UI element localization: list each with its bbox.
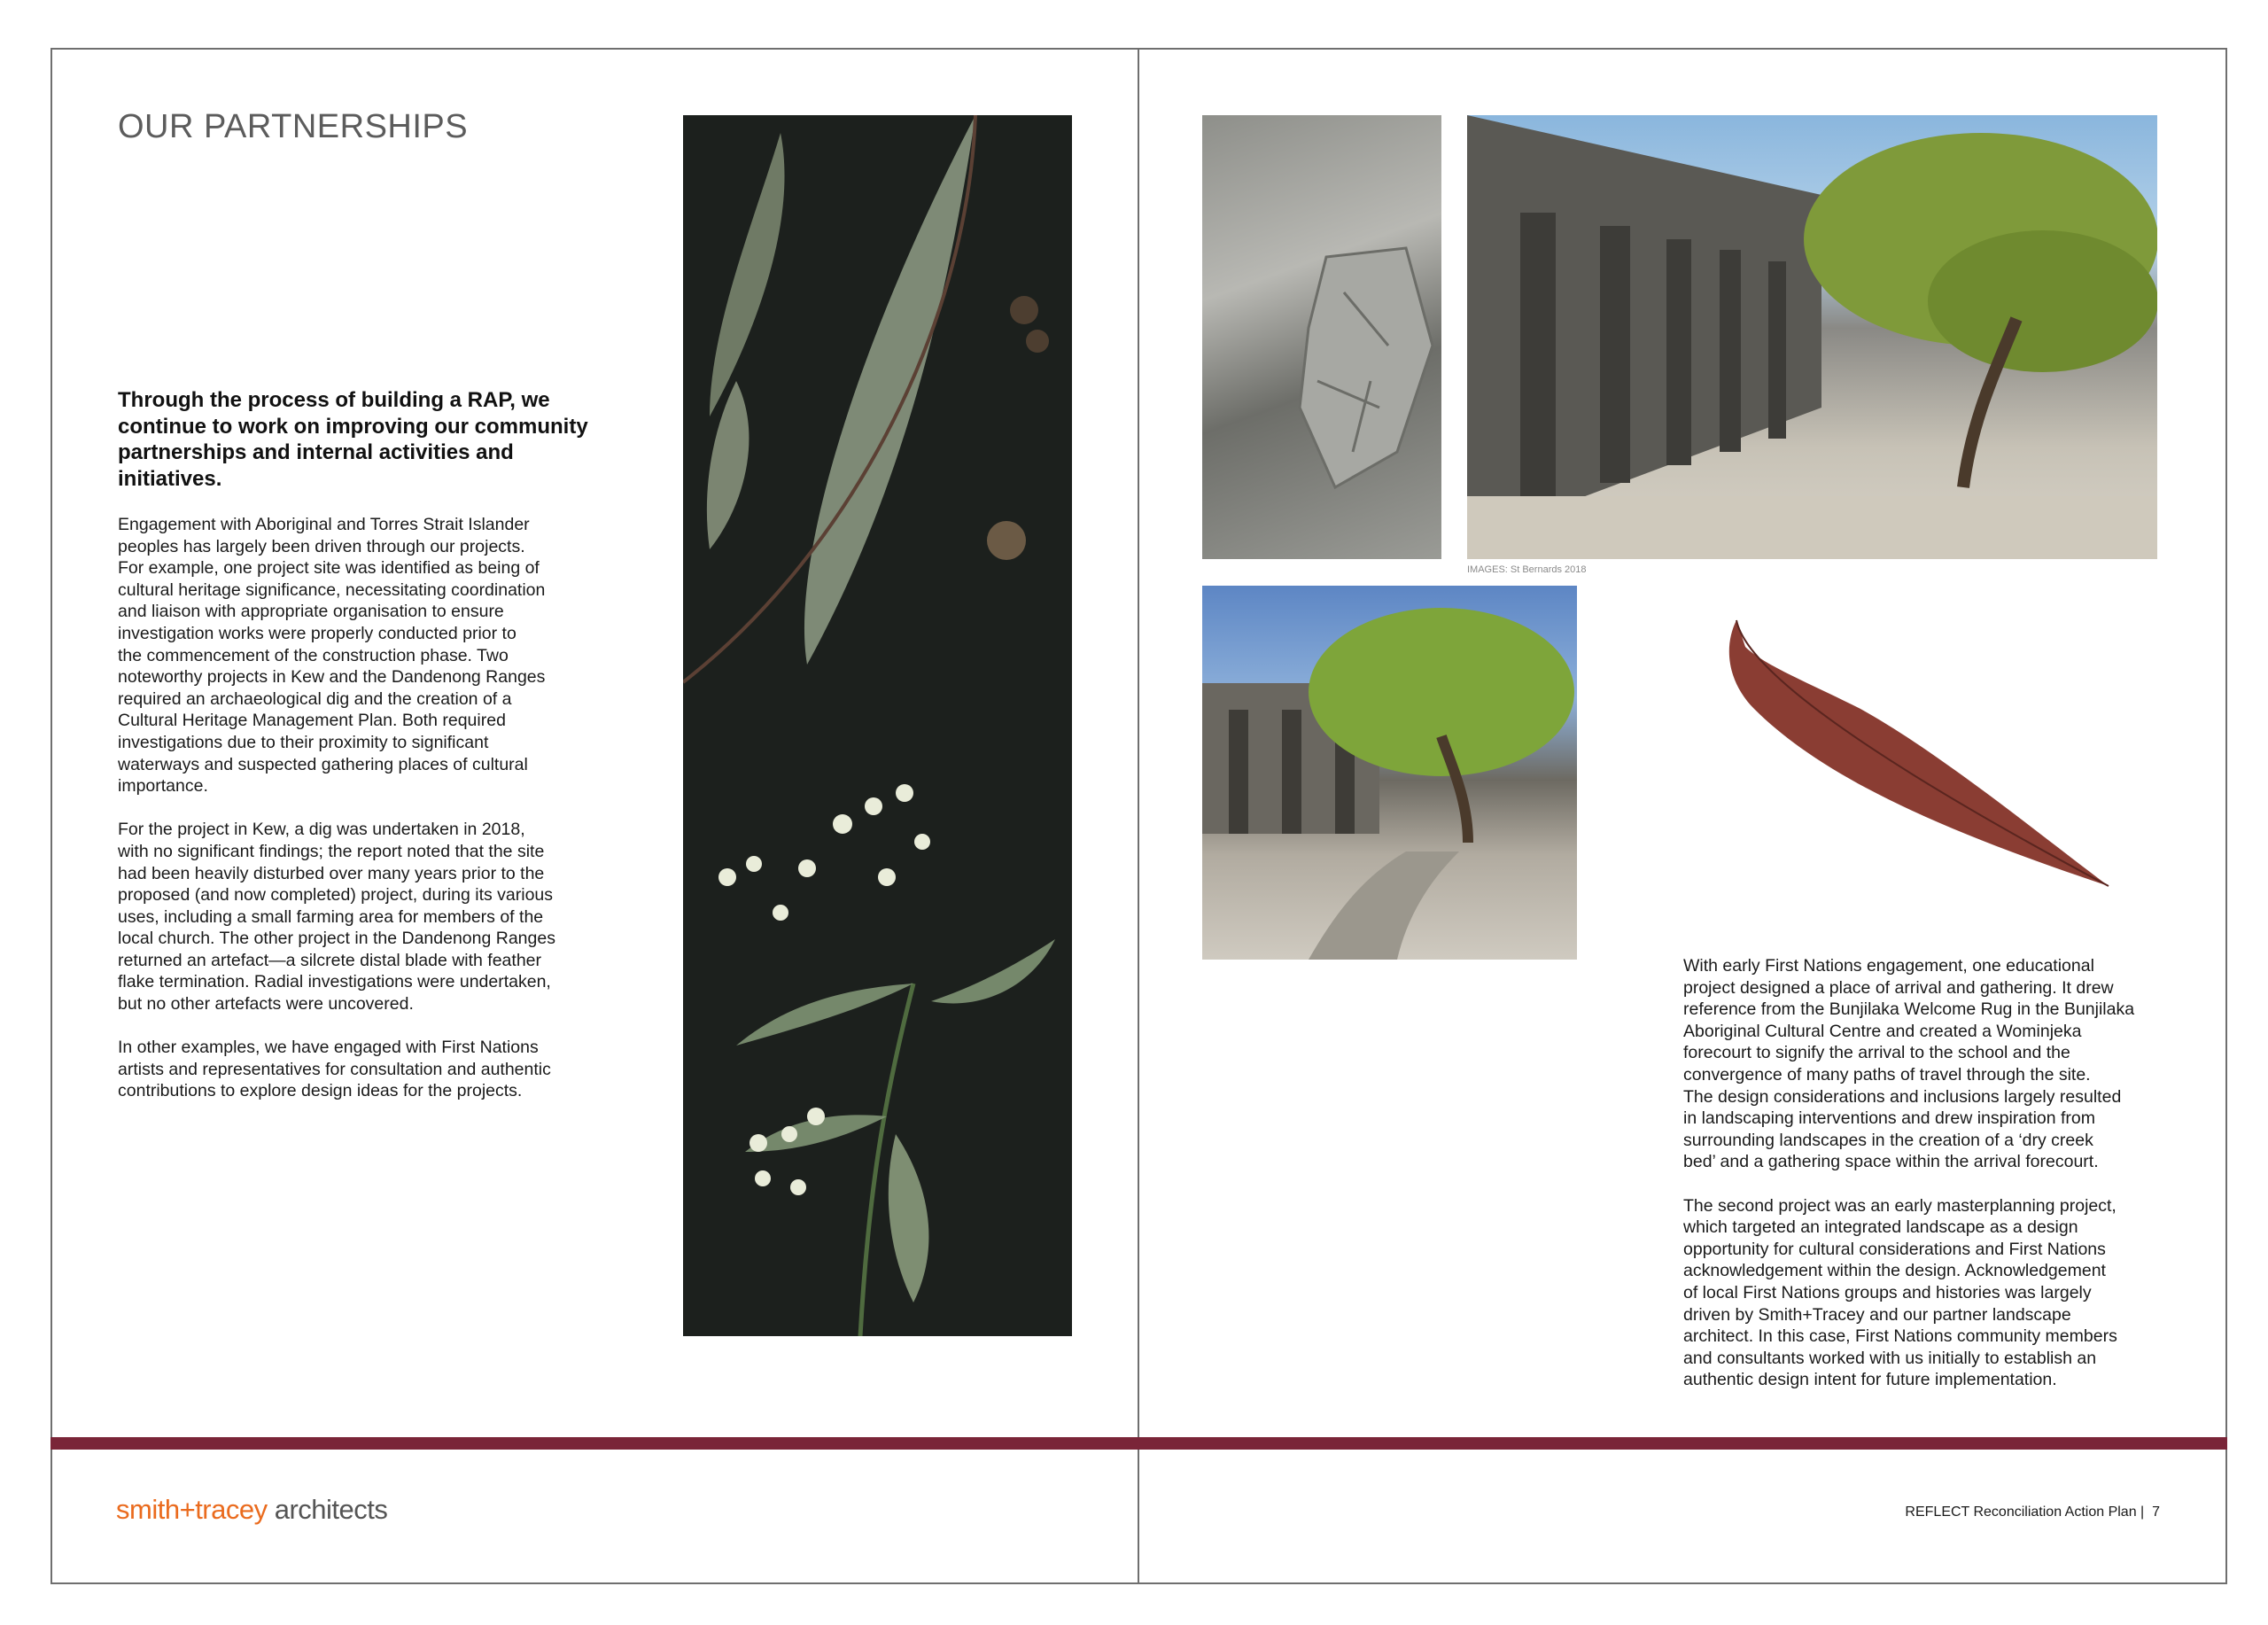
image-caption: IMAGES: St Bernards 2018 [1467, 564, 1587, 575]
body-paragraph: For the project in Kew, a dig was undertaken in 2018, with no significant findings; the report noted that the site had been heavily disturbed over many years prior to the proposed (and now completed) project, during its various uses, including a small farming area for members of the local church. The other project in the Dandenong Ranges returned an artefact—a silcrete distal blade with feather flake termination. Radial investigations were undertaken, but no other artefacts were uncovered. [118, 820, 555, 1015]
right-body-text [1683, 955, 2175, 1412]
footer-separator: | [2140, 1504, 2145, 1520]
forecourt-dry-creek-photo [1202, 586, 1577, 960]
colonnade-building-photo [1467, 115, 2157, 559]
document-title: REFLECT Reconciliation Action Plan [1905, 1504, 2137, 1520]
body-paragraph: In other examples, we have engaged with First Nations artists and representatives for consultation and authentic contributions to explore design ideas for the projects. [118, 1038, 551, 1101]
logo-brand-smith: smith [116, 1494, 180, 1525]
footer-document-label [1905, 1504, 2160, 1520]
accent-band [50, 1437, 2227, 1450]
logo-plus: + [179, 1494, 196, 1525]
page-number: 7 [2152, 1504, 2160, 1520]
paving-shadow-photo [1202, 115, 1441, 559]
company-logo [116, 1494, 387, 1526]
page-title: OUR PARTNERSHIPS [118, 108, 469, 145]
body-paragraph: With early First Nations engagement, one educational project designed a place of arrival and gathering. It drew reference from the Bunjilaka Welcome Rug in the Bunjilaka Aboriginal Cultural Centre and created a Wominjeka forecourt to signify the arrival to the school and the convergence of many paths of travel through the site. The design considerations and inclusions largely resulted in landscaping interventions and drew inspiration from surrounding landscapes in the creation of a ‘dry creek bed’ and a gathering space within the arrival forecourt. [1683, 956, 2135, 1172]
dried-gum-leaf-image [1719, 611, 2126, 895]
page-divider [1138, 48, 1139, 1584]
left-body-text [118, 514, 601, 1124]
body-paragraph: The second project was an early masterplanning project, which targeted an integrated landscape as a design opportunity for cultural considerations and First Nations acknowledgement within the design. Acknowledgement of local First Nations groups and histories was largely driven by Smith+Tracey and our partner landscape architect. In this case, First Nations community members and consultants worked with us initially to establish an authentic design intent for future implementation. [1683, 1195, 2117, 1390]
logo-suffix: architects [267, 1494, 388, 1525]
body-paragraph: Engagement with Aboriginal and Torres Strait Islander peoples has largely been driven through our projects. For example, one project site was identified as being of cultural heritage significance, necessitating coordination and liaison with appropriate organisation to ensure investigation works were properly conducted prior to the commencement of the construction phase. Two noteworthy projects in Kew and the Dandenong Ranges required an archaeological dig and the creation of a Cultural Heritage Management Plan. Both required investigations due to their proximity to significant waterways and suspected gathering places of cultural importance. [118, 515, 546, 797]
logo-brand-tracey: tracey [195, 1494, 268, 1525]
intro-paragraph: Through the process of building a RAP, we continue to work on improving our community partnerships and internal activities and initiatives. [118, 388, 588, 491]
eucalyptus-botanical-image [683, 115, 1072, 1336]
